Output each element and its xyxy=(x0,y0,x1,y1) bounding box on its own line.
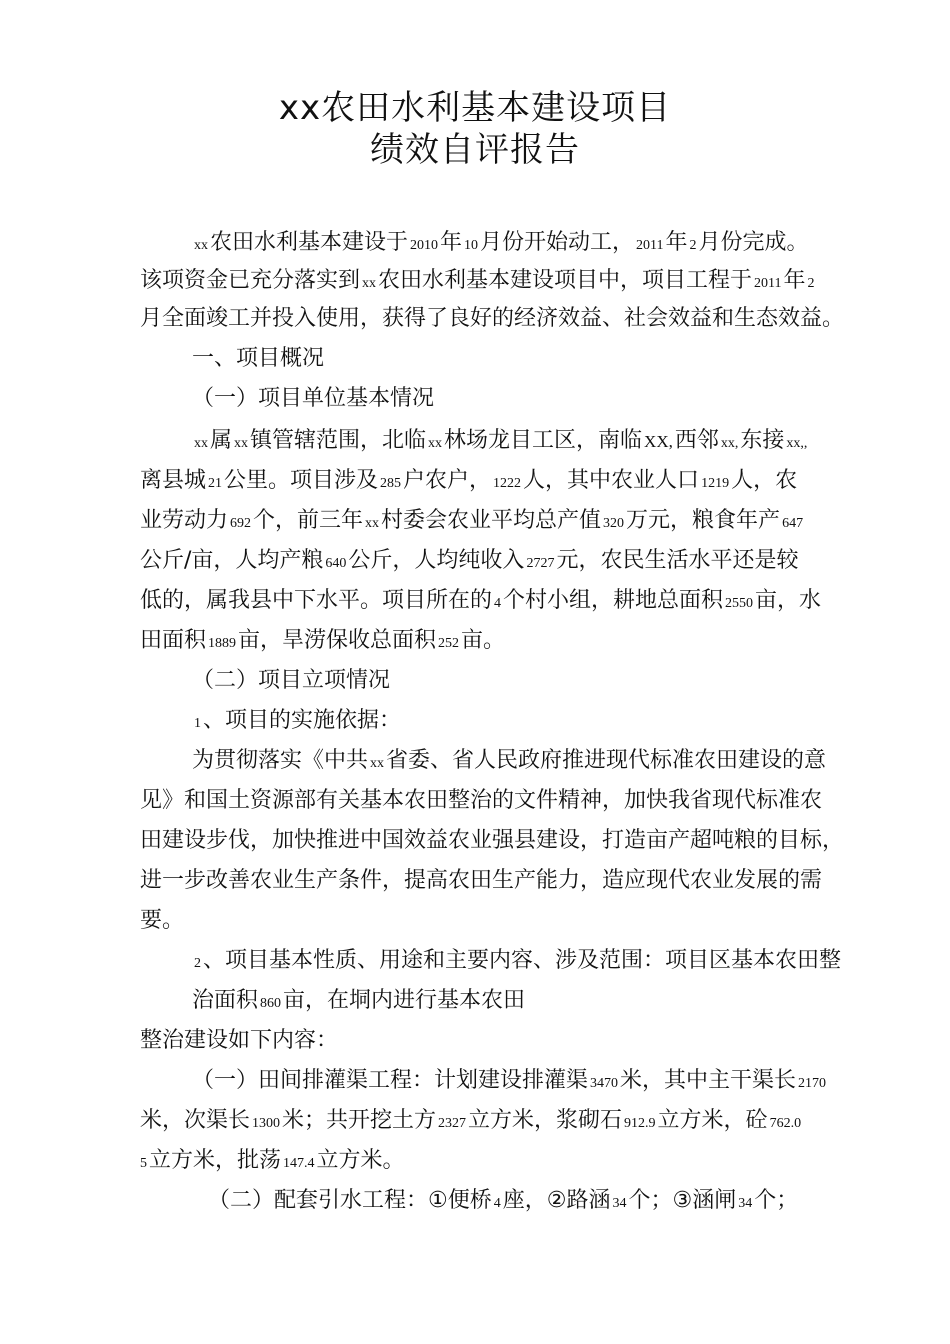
p1-number: 1222 xyxy=(493,476,522,491)
p3-line-2 xyxy=(140,1106,803,1139)
intro-text: 月份开始动工， xyxy=(480,230,635,255)
p1-line-4 xyxy=(140,546,798,579)
p3-number: 2170 xyxy=(798,1076,827,1091)
p3-text: 立方米，砼 xyxy=(657,1108,768,1133)
intro-text: xx xyxy=(194,238,208,253)
intro-text: 农田水利基本建设于 xyxy=(210,230,409,255)
subsection-heading: （一）项目单位基本情况 xyxy=(192,386,435,411)
item-number: 1 xyxy=(194,716,201,731)
p1-text: xx xyxy=(194,436,208,451)
p3-number: 5 xyxy=(140,1156,147,1171)
p1-text: 公斤/亩，人均产粮 xyxy=(140,548,324,573)
p3-line-1 xyxy=(192,1066,828,1099)
p3-number: 3470 xyxy=(590,1076,619,1091)
p1-number: 4 xyxy=(494,596,502,611)
p1-line-3 xyxy=(140,506,805,539)
p1-line-6 xyxy=(140,626,505,659)
item-2-line-2 xyxy=(192,986,525,1019)
p2-line-1 xyxy=(192,746,826,779)
p1-text: 万元，粮食年产 xyxy=(626,508,781,533)
intro-text: xx xyxy=(362,276,377,291)
p3-number: 1300 xyxy=(252,1116,281,1131)
p1-text: 东接 xyxy=(740,428,785,453)
p1-number: 647 xyxy=(782,516,804,531)
item-text: 亩，在垌内进行基本农田 xyxy=(283,988,526,1013)
p1-number: 285 xyxy=(380,476,402,491)
p2-line-5: 要。 xyxy=(140,908,185,933)
p3-text: 米；共开挖土方 xyxy=(282,1108,437,1133)
p2-text: xx xyxy=(370,756,385,771)
intro-text: 月份完成。 xyxy=(698,230,809,255)
p1-line-2 xyxy=(140,466,797,499)
p1-text: 公里。项目涉及 xyxy=(224,468,379,493)
p3-number: 147.4 xyxy=(283,1156,315,1171)
p3-text: 立方米，批荡 xyxy=(149,1148,282,1173)
p1-text: 林场龙目工区，南临 xyxy=(444,428,643,453)
p3-text: 立方米，浆砌石 xyxy=(468,1108,623,1133)
p1-text: xx xyxy=(428,436,443,451)
p1-text: 田面积 xyxy=(140,628,207,653)
p1-number: 320 xyxy=(603,516,625,531)
p4-line-1 xyxy=(208,1186,798,1219)
item-2-line-3: 整治建设如下内容： xyxy=(140,1028,339,1053)
p1-number: 692 xyxy=(230,516,252,531)
p1-text: 人，农 xyxy=(731,468,798,493)
p1-line-5 xyxy=(140,586,821,619)
intro-line-1 xyxy=(192,228,809,261)
intro-line-2 xyxy=(140,266,817,299)
item-text: 治面积 xyxy=(192,988,259,1013)
p4-text: 个；③涵闸 xyxy=(628,1188,737,1213)
p2-text: 省委、省人民政府推进现代标准农田建设的意 xyxy=(386,748,827,773)
p1-text: 业劳动力 xyxy=(140,508,229,533)
p1-text: 元，农民生活水平还是较 xyxy=(556,548,799,573)
p1-text: 公斤，人均纯收入 xyxy=(348,548,525,573)
intro-line-3: 月全面竣工并投入使用，获得了良好的经济效益、社会效益和生态效益。 xyxy=(140,306,845,331)
document-title-line-1: xx农田水利基本建设项目 xyxy=(278,88,672,128)
p1-text: xx xyxy=(234,436,249,451)
p1-text: 离县城 xyxy=(140,468,207,493)
item-number: 2 xyxy=(194,956,201,971)
p1-number: 2550 xyxy=(725,596,754,611)
p1-number: 640 xyxy=(325,556,347,571)
p3-text: 米，其中主干渠长 xyxy=(620,1068,797,1093)
p3-number: 912.9 xyxy=(624,1116,656,1131)
intro-number: 2011 xyxy=(636,238,664,253)
p1-text: 个村小组，耕地总面积 xyxy=(503,588,724,613)
p2-text: 为贯彻落实《中共 xyxy=(192,748,369,773)
item-2-line-1 xyxy=(192,946,841,979)
p3-number: 762.0 xyxy=(769,1116,802,1131)
p1-number: 1219 xyxy=(701,476,730,491)
p1-text: 属 xyxy=(210,428,233,453)
p4-number: 34 xyxy=(612,1196,627,1211)
p1-text: 亩，旱涝保收总面积 xyxy=(238,628,437,653)
p1-text: 西邻 xyxy=(674,428,719,453)
document-title-line-2: 绩效自评报告 xyxy=(370,130,580,170)
intro-text: 年 xyxy=(783,268,806,293)
p1-number: 21 xyxy=(208,476,223,491)
intro-number: 2 xyxy=(807,276,815,291)
p1-number: 252 xyxy=(438,636,460,651)
intro-number: 10 xyxy=(464,238,479,253)
p3-number: 2327 xyxy=(438,1116,467,1131)
p4-text: （二）配套引水工程：①便桥 xyxy=(208,1188,492,1213)
p3-text: 立方米。 xyxy=(316,1148,405,1173)
intro-number: 2011 xyxy=(754,276,782,291)
p1-text: xx, xyxy=(720,436,739,451)
p3-text: （一）田间排灌渠工程：计划建设排灌渠 xyxy=(192,1068,589,1093)
p1-text: 低的，属我县中下水平。项目所在的 xyxy=(140,588,493,613)
intro-number: 2 xyxy=(689,238,697,253)
intro-text: 农田水利基本建设项目中，项目工程于 xyxy=(378,268,753,293)
p1-text: 人，其中农业人口 xyxy=(523,468,700,493)
p1-number: 1889 xyxy=(208,636,237,651)
p4-number: 4 xyxy=(493,1196,501,1211)
p1-text: 村委会农业平均总产值 xyxy=(381,508,602,533)
intro-text: 该项资金已充分落实到 xyxy=(140,268,361,293)
p1-text: XX, xyxy=(644,432,673,451)
p2-line-3: 田建设步伐，加快推进中国效益农业强县建设，打造亩产超吨粮的目标， xyxy=(140,828,845,853)
p4-text: 座，②路涵 xyxy=(502,1188,611,1213)
p3-line-3 xyxy=(140,1146,405,1179)
subsection-heading: （二）项目立项情况 xyxy=(192,668,391,693)
intro-number: 2010 xyxy=(410,238,439,253)
item-number: 860 xyxy=(260,996,282,1011)
p1-text: xx,, xyxy=(786,436,808,451)
p1-text: xx xyxy=(365,516,380,531)
p1-line-1 xyxy=(192,426,809,459)
p1-text: 个，前三年 xyxy=(253,508,364,533)
section-heading: 一、项目概况 xyxy=(192,346,325,371)
p2-line-2: 见》和国土资源部有关基本农田整治的文件精神，加快我省现代标准农 xyxy=(140,788,823,813)
p1-number: 2727 xyxy=(526,556,555,571)
p4-text: 个； xyxy=(754,1188,799,1213)
intro-text: 年 xyxy=(440,230,463,255)
p4-number: 34 xyxy=(738,1196,753,1211)
p1-text: 镇管辖范围，北临 xyxy=(250,428,427,453)
p1-text: 亩。 xyxy=(461,628,506,653)
p1-text: 亩，水 xyxy=(755,588,822,613)
intro-text: 年 xyxy=(665,230,688,255)
p1-text: 户农户， xyxy=(403,468,492,493)
p2-line-4: 进一步改善农业生产条件，提高农田生产能力，造应现代农业发展的需 xyxy=(140,868,823,893)
item-text: 、项目的实施依据： xyxy=(203,708,402,733)
p3-text: 米，次渠长 xyxy=(140,1108,251,1133)
item-1 xyxy=(192,706,401,739)
item-text: 、项目基本性质、用途和主要内容、涉及范围：项目区基本农田整 xyxy=(203,948,842,973)
